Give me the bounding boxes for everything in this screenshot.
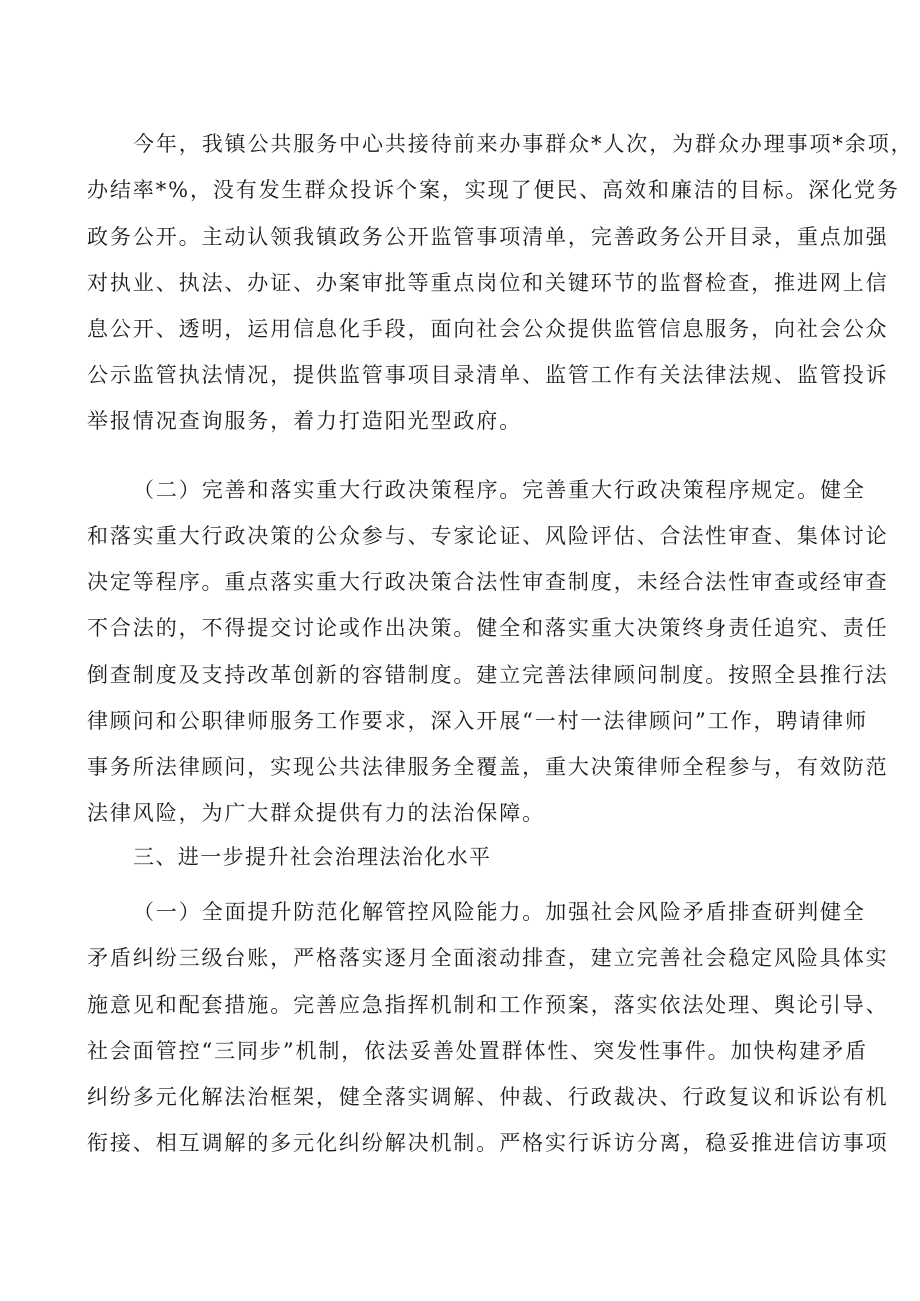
paragraph-line: 对执业、执法、办证、办案审批等重点岗位和关键环节的监督检查，推进网上信 <box>87 271 889 295</box>
paragraph-line: 衔接、相互调解的多元化纠纷解决机制。严格实行诉访分离，稳妥推进信访事项 <box>87 1131 889 1155</box>
paragraph-line: 矛盾纠纷三级台账，严格落实逐月全面滚动排查，建立完善社会稳定风险具体实 <box>87 946 889 970</box>
paragraph-line: （一）全面提升防范化解管控风险能力。加强社会风险矛盾排查研判健全 <box>133 900 866 924</box>
paragraph-line: 社会面管控“三同步”机制，依法妥善处置群体性、突发性事件。加快构建矛盾 <box>87 1039 868 1063</box>
paragraph-line: 不合法的，不得提交讨论或作出决策。健全和落实重大决策终身责任追究、责任 <box>87 616 889 640</box>
paragraph-line: 和落实重大行政决策的公众参与、专家论证、风险评估、合法性审查、集体讨论 <box>87 524 889 548</box>
paragraph-line: 政务公开。主动认领我镇政务公开监管事项清单，完善政务公开目录，重点加强 <box>87 225 889 249</box>
paragraph-line: 公示监管执法情况，提供监管事项目录清单、监管工作有关法律法规、监管投诉 <box>87 363 889 387</box>
paragraph-line: 倒查制度及支持改革创新的容错制度。建立完善法律顾问制度。按照全县推行法 <box>87 663 889 687</box>
paragraph-line: 息公开、透明，运用信息化手段，面向社会公众提供监管信息服务，向社会公众 <box>87 317 889 341</box>
paragraph-line: 施意见和配套措施。完善应急指挥机制和工作预案，落实依法处理、舆论引导、 <box>87 993 889 1017</box>
section-heading: 三、进一步提升社会治理法治化水平 <box>133 845 492 869</box>
paragraph-line: 事务所法律顾问，实现公共法律服务全覆盖，重大决策律师全程参与，有效防范 <box>87 755 889 779</box>
paragraph-line: 举报情况查询服务，着力打造阳光型政府。 <box>87 409 523 433</box>
paragraph-line: 法律风险，为广大群众提供有力的法治保障。 <box>87 801 545 825</box>
paragraph-line: 办结率*%，没有发生群众投诉个案，实现了便民、高效和廉洁的目标。深化党务 <box>87 178 900 202</box>
paragraph-line: 今年，我镇公共服务中心共接待前来办事群众*人次，为群众办理事项*余项， <box>133 132 914 156</box>
paragraph-line: 决定等程序。重点落实重大行政决策合法性审查制度，未经合法性审查或经审查 <box>87 570 889 594</box>
paragraph-line: 律顾问和公职律师服务工作要求，深入开展“一村一法律顾问”工作，聘请律师 <box>87 709 868 733</box>
paragraph-line: （二）完善和落实重大行政决策程序。完善重大行政决策程序规定。健全 <box>133 478 866 502</box>
paragraph-line: 纠纷多元化解法治框架，健全落实调解、仲裁、行政裁决、行政复议和诉讼有机 <box>87 1085 889 1109</box>
